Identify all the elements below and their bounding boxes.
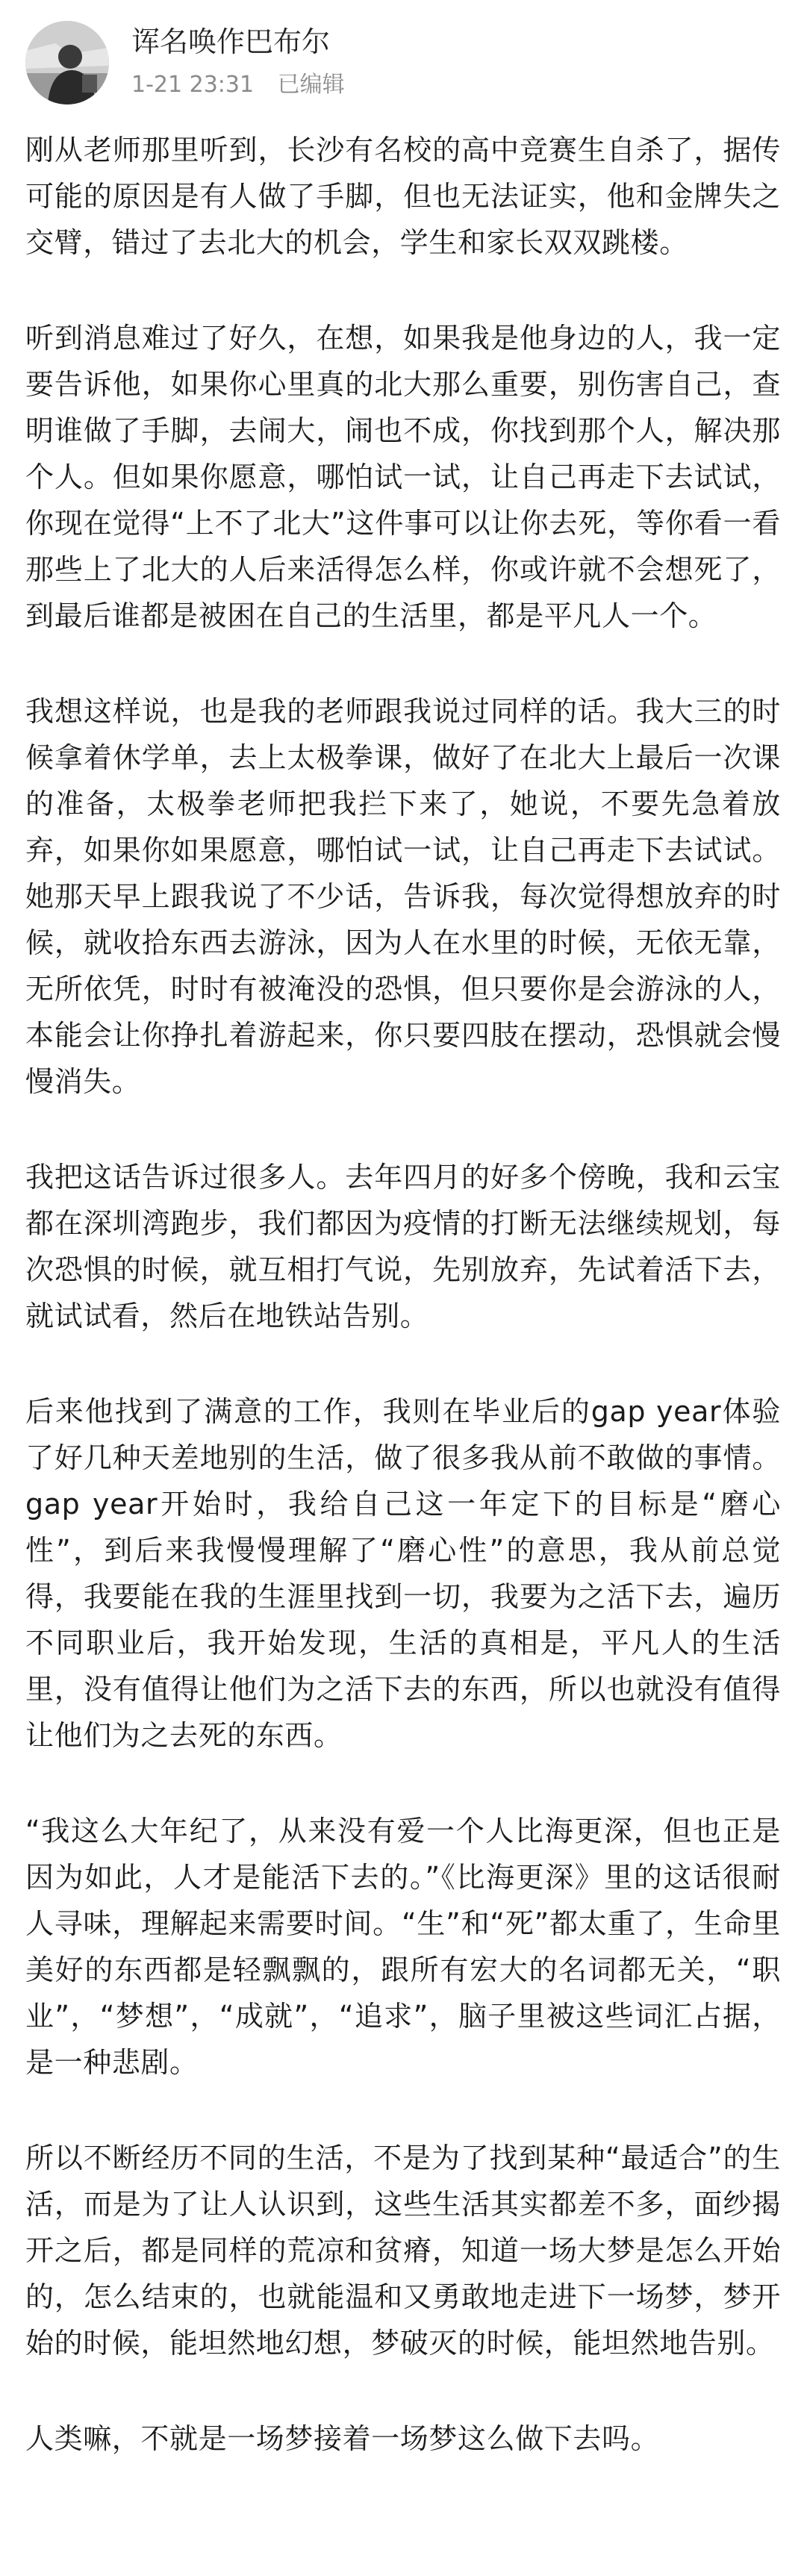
post-meta [131,69,345,102]
post-paragraph-2: 听到消息难过了好久，在想，如果我是他身边的人，我一定要告诉他，如果你心里真的北大那么重要，别伤害自己，查明谁做了手脚，去闹大，闹也不成，你找到那个人，解决那个人。但如果你愿意，哪怕试一试，让自己再走下去试试，你现在觉得“上不了北大”这件事可以让你去死，等你看一看那些上了北大的人后来活得怎么样，你或许就不会想死了，到最后谁都是被困在自己的生活里，都是平凡人一个。 [25,322,781,632]
post-paragraph-5: 后来他找到了满意的工作，我则在毕业后的gap year体验了好几种天差地别的生活，做了很多我从前不敢做的事情。gap year开始时，我给自己这一年定下的目标是“磨心性”，到后来我慢慢理解了“磨心性”的意思，我从前总觉得，我要能在我的生涯里找到一切，我要为之活下去，遍历不同职业后，我开始发现，生活的真相是，平凡人的生活里，没有值得让他们为之活下去的东西，所以也就没有值得让他们为之去死的东西。 [25,1395,781,1752]
author-name[interactable]: 诨名唤作巴布尔 [131,25,331,58]
post-header [25,16,779,106]
post-paragraph-1: 刚从老师那里听到，长沙有名校的高中竞赛生自杀了，据传可能的原因是有人做了手脚，但也无法证实，他和金牌失之交臂，错过了去北大的机会，学生和家长双双跳楼。 [25,134,781,259]
post-paragraph-8: 人类嘛，不就是一场梦接着一场梦这么做下去吗。 [25,2422,660,2455]
author-avatar[interactable] [25,21,109,105]
post-paragraph-6: “我这么大年纪了，从来没有爱一个人比海更深，但也正是因为如此，人才是能活下去的。”《比海更深》里的这话很耐人寻味，理解起来需要时间。“生”和“死”都太重了，生命里美好的东西都是轻飘飘的，跟所有宏大的名词都无关，“职业”，“梦想”，“成就”，“追求”，脑子里被这些词汇占据，是一种悲剧。 [25,1815,781,2079]
post-body [25,127,781,2462]
post-paragraph-7: 所以不断经历不同的生活，不是为了找到某种“最适合”的生活，而是为了让人认识到，这些生活其实都差不多，面纱揭开之后，都是同样的荒凉和贫瘠，知道一场大梦是怎么开始的，怎么结束的，也就能温和又勇敢地走进下一场梦，梦开始的时候，能坦然地幻想，梦破灭的时候，能坦然地告别。 [25,2142,781,2360]
user-avatar-photo-icon [25,21,109,105]
post-timestamp: 1-21 23:31 [131,72,255,98]
post-paragraph-4: 我把这话告诉过很多人。去年四月的好多个傍晚，我和云宝都在深圳湾跑步，我们都因为疫情的打断无法继续规划，每次恐惧的时候，就互相打气说，先别放弃，先试着活下去，就试试看，然后在地铁站告别。 [25,1161,781,1332]
edited-label: 已编辑 [277,72,345,98]
post-paragraph-3: 我想这样说，也是我的老师跟我说过同样的话。我大三的时候拿着休学单，去上太极拳课，做好了在北大上最后一次课的准备，太极拳老师把我拦下来了，她说，不要先急着放弃，如果你如果愿意，哪怕试一试，让自己再走下去试试。她那天早上跟我说了不少话，告诉我，每次觉得想放弃的时候，就收拾东西去游泳，因为人在水里的时候，无依无靠，无所依凭，时时有被淹没的恐惧，但只要你是会游泳的人，本能会让你挣扎着游起来，你只要四肢在摆动，恐惧就会慢慢消失。 [25,695,781,1098]
